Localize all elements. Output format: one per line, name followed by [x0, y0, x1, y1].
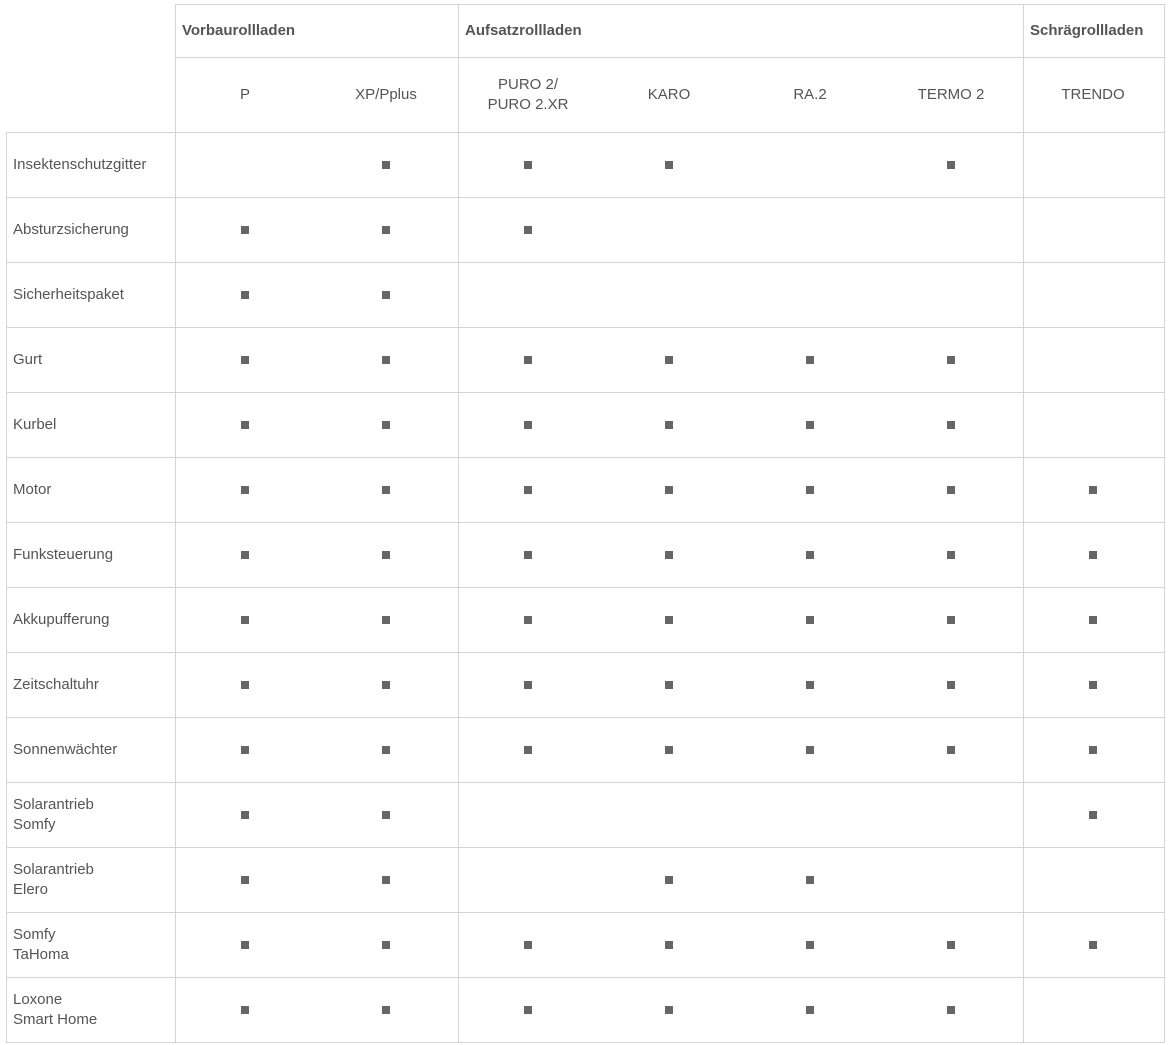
availability-marker: [1089, 746, 1097, 754]
availability-marker: [524, 421, 532, 429]
row-label-line: Elero: [13, 880, 49, 898]
row-divider-line: [6, 262, 1165, 263]
availability-marker: [382, 291, 390, 299]
availability-marker: [806, 746, 814, 754]
availability-marker: [947, 161, 955, 169]
row-divider-line: [6, 977, 1165, 978]
availability-marker: [382, 551, 390, 559]
table-left-border: [6, 132, 7, 1043]
row-label: [13, 327, 42, 392]
row-divider-line: [6, 717, 1165, 718]
row-label-line: Somfy: [13, 815, 56, 833]
row-divider-line: [6, 847, 1165, 848]
row-label: [13, 457, 51, 522]
row-label-text: [13, 220, 129, 240]
row-label-line: Akkupufferung: [13, 610, 110, 628]
row-label-line: Solarantrieb: [13, 795, 94, 813]
header-bottom-border: [6, 132, 1165, 133]
availability-marker: [241, 811, 249, 819]
row-label: [13, 392, 56, 457]
availability-marker: [524, 226, 532, 234]
table-right-border: [1164, 4, 1165, 1043]
column-header: [316, 58, 456, 132]
availability-marker: [382, 746, 390, 754]
row-label-line: Insektenschutzgitter: [13, 155, 147, 173]
column-header: [881, 58, 1021, 132]
column-header-line: P: [239, 86, 250, 103]
availability-marker: [665, 746, 673, 754]
availability-marker: [241, 551, 249, 559]
row-label-text: [13, 795, 94, 835]
column-header-line: TERMO 2: [917, 86, 985, 103]
row-label: [13, 587, 109, 652]
row-label-line: Gurt: [13, 350, 43, 368]
availability-marker: [665, 876, 673, 884]
row-divider-line: [6, 197, 1165, 198]
availability-marker: [524, 356, 532, 364]
availability-marker: [665, 356, 673, 364]
column-header-text: [240, 85, 250, 105]
column-header-text: [918, 85, 985, 105]
availability-marker: [241, 941, 249, 949]
availability-marker: [947, 1006, 955, 1014]
column-header: [175, 58, 315, 132]
availability-marker: [947, 746, 955, 754]
availability-marker: [241, 746, 249, 754]
column-header-text: [355, 85, 417, 105]
row-label-line: Somfy: [13, 925, 56, 943]
availability-marker: [241, 226, 249, 234]
row-label: [13, 782, 94, 847]
row-divider-line: [6, 912, 1165, 913]
column-header: [458, 58, 598, 132]
availability-marker: [382, 1006, 390, 1014]
row-label-text: [13, 480, 51, 500]
row-divider-line: [6, 782, 1165, 783]
row-divider-line: [6, 652, 1165, 653]
row-label-text: [13, 675, 99, 695]
availability-marker: [665, 486, 673, 494]
row-divider-line: [6, 327, 1165, 328]
availability-marker: [1089, 681, 1097, 689]
row-label-line: Absturzsicherung: [13, 220, 129, 238]
availability-marker: [665, 616, 673, 624]
availability-marker: [382, 421, 390, 429]
availability-marker: [806, 941, 814, 949]
row-label: [13, 652, 99, 717]
column-header-text: [488, 75, 569, 115]
row-label-line: Funksteuerung: [13, 545, 114, 563]
group-divider-vertical: [1023, 4, 1024, 1043]
availability-marker: [241, 291, 249, 299]
availability-marker: [382, 161, 390, 169]
row-label-text: [13, 285, 124, 305]
column-header: [740, 58, 880, 132]
availability-marker: [806, 356, 814, 364]
availability-marker: [665, 161, 673, 169]
availability-marker: [382, 616, 390, 624]
availability-marker: [241, 876, 249, 884]
group-header: Vorbaurollladen: [182, 22, 296, 39]
row-label: [13, 262, 124, 327]
availability-marker: [382, 356, 390, 364]
availability-marker: [806, 421, 814, 429]
availability-marker: [806, 1006, 814, 1014]
row-label-text: [13, 350, 42, 370]
availability-marker: [665, 551, 673, 559]
availability-marker: [241, 421, 249, 429]
availability-marker: [947, 941, 955, 949]
availability-marker: [524, 941, 532, 949]
row-label: [13, 717, 117, 782]
availability-marker: [382, 941, 390, 949]
column-header-line: PURO 2.XR: [487, 96, 569, 113]
row-label-text: [13, 925, 69, 965]
row-label-line: TaHoma: [13, 945, 69, 963]
availability-marker: [806, 616, 814, 624]
row-divider-line: [6, 587, 1165, 588]
column-header-line: XP/Pplus: [355, 86, 417, 103]
availability-marker: [382, 226, 390, 234]
row-label-text: [13, 415, 56, 435]
availability-marker: [524, 746, 532, 754]
row-label-text: [13, 740, 117, 760]
availability-marker: [947, 356, 955, 364]
column-header-line: KARO: [647, 86, 691, 103]
availability-marker: [241, 356, 249, 364]
availability-marker: [1089, 616, 1097, 624]
availability-marker: [382, 486, 390, 494]
row-label-line: Solarantrieb: [13, 860, 94, 878]
row-label-line: Kurbel: [13, 415, 57, 433]
column-header-text: [648, 85, 691, 105]
availability-marker: [241, 681, 249, 689]
availability-marker: [806, 876, 814, 884]
availability-marker: [241, 1006, 249, 1014]
availability-marker: [665, 1006, 673, 1014]
row-label: [13, 132, 146, 197]
row-label-text: [13, 155, 146, 175]
availability-marker: [665, 941, 673, 949]
column-header-line: RA.2: [793, 86, 827, 103]
row-divider-line: [6, 522, 1165, 523]
availability-marker: [947, 681, 955, 689]
row-label-line: Loxone: [13, 990, 63, 1008]
availability-marker: [806, 486, 814, 494]
row-label-line: Zeitschaltuhr: [13, 675, 99, 693]
availability-marker: [1089, 551, 1097, 559]
row-label-line: Motor: [13, 480, 52, 498]
column-header-text: [793, 85, 826, 105]
availability-marker: [665, 421, 673, 429]
header-top-border: [175, 4, 1165, 5]
availability-marker: [241, 616, 249, 624]
column-header: [599, 58, 739, 132]
row-divider-line: [6, 1042, 1165, 1043]
availability-marker: [806, 551, 814, 559]
availability-marker: [524, 1006, 532, 1014]
column-header: [1023, 58, 1163, 132]
availability-marker: [524, 486, 532, 494]
group-divider-vertical: [458, 4, 459, 1043]
row-label-text: [13, 545, 113, 565]
availability-marker: [524, 616, 532, 624]
row-divider-line: [6, 457, 1165, 458]
row-label: [13, 912, 69, 977]
row-divider-line: [6, 392, 1165, 393]
availability-marker: [382, 681, 390, 689]
availability-marker: [524, 551, 532, 559]
column-header-line: TRENDO: [1061, 86, 1125, 103]
availability-marker: [665, 681, 673, 689]
row-label-text: [13, 610, 109, 630]
availability-marker: [947, 616, 955, 624]
row-label: [13, 197, 129, 262]
column-header-line: PURO 2/: [497, 76, 558, 93]
row-label-line: Smart Home: [13, 1010, 98, 1028]
availability-marker: [382, 876, 390, 884]
row-label: [13, 977, 97, 1042]
availability-marker: [524, 161, 532, 169]
availability-marker: [1089, 486, 1097, 494]
row-label-line: Sicherheitspaket: [13, 285, 124, 303]
availability-marker: [241, 486, 249, 494]
availability-marker: [1089, 941, 1097, 949]
row-label: [13, 522, 113, 587]
row-label-text: [13, 860, 94, 900]
row-label-text: [13, 990, 97, 1030]
row-label: [13, 847, 94, 912]
column-header-text: [1061, 85, 1124, 105]
availability-marker: [382, 811, 390, 819]
availability-marker: [1089, 811, 1097, 819]
group-header: Schrägrollladen: [1030, 22, 1144, 39]
availability-marker: [806, 681, 814, 689]
availability-marker: [947, 421, 955, 429]
availability-marker: [947, 551, 955, 559]
group-header: Aufsatzrollladen: [465, 22, 582, 39]
availability-marker: [524, 681, 532, 689]
availability-marker: [947, 486, 955, 494]
label-column-divider: [175, 4, 176, 1043]
row-label-line: Sonnenwächter: [13, 740, 118, 758]
